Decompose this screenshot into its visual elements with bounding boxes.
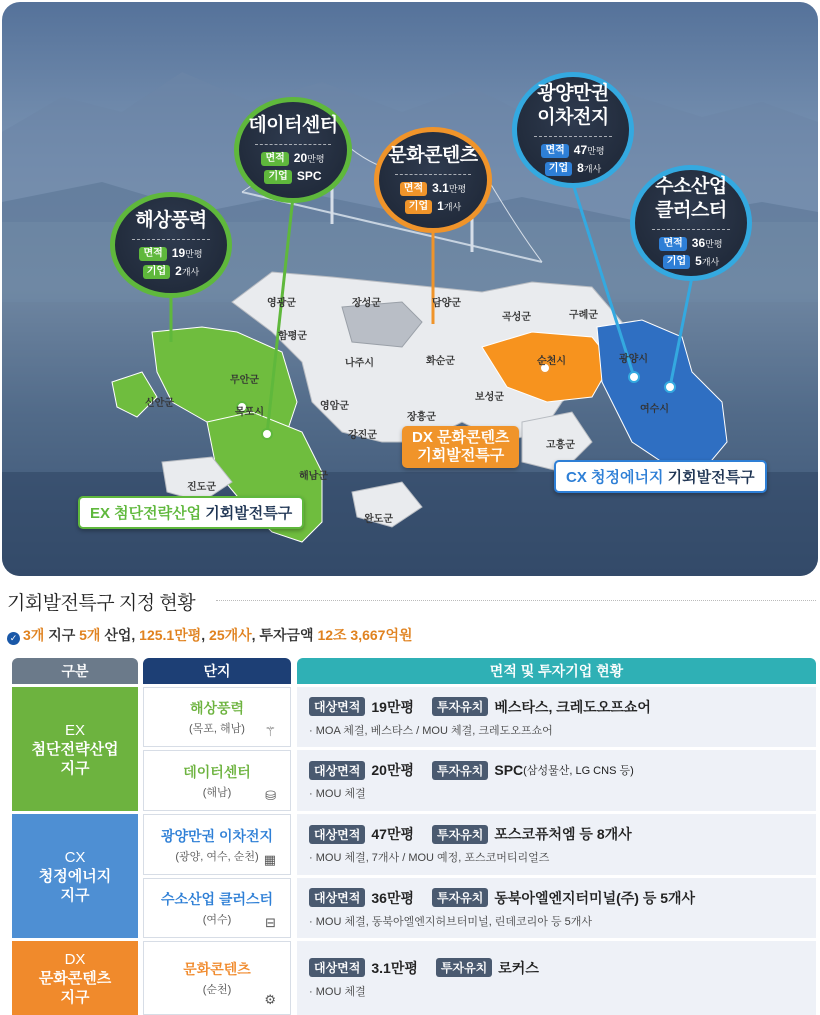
bubble-divider — [255, 144, 331, 145]
zone-cell-ex — [12, 687, 138, 811]
site-marker — [262, 429, 272, 439]
summary-part: 3개 — [23, 627, 45, 643]
region-label: 보성군 — [475, 392, 504, 403]
invest-tag: 투자유치 — [436, 958, 492, 977]
area-tag: 대상면적 — [309, 825, 365, 844]
table-header-status: 면적 및 투자기업 현황 — [297, 658, 816, 684]
area-tag: 대상면적 — [309, 958, 365, 977]
bubble-tag: 면적 — [261, 152, 288, 166]
complex-name: 해상풍력 — [189, 700, 245, 716]
region-label: 곡성군 — [502, 312, 531, 323]
detail-note: · MOA 체결, 베스타스 / MOU 체결, 크레도오프쇼어 — [309, 724, 553, 737]
bubble-row — [261, 150, 324, 168]
table-header-category: 구분 — [12, 658, 138, 684]
area-tag: 대상면적 — [309, 761, 365, 780]
bubble-divider — [132, 239, 210, 240]
wind-turbine-icon: ⚚ — [264, 724, 276, 739]
bubble-title: 수소산업 — [655, 176, 727, 197]
bubble-value: SPC — [296, 169, 322, 183]
bubble-title: 클러스터 — [655, 200, 727, 221]
bubble-secondary-battery — [512, 72, 634, 188]
bubble-divider — [395, 174, 471, 175]
bubble-value: 20만평 — [293, 151, 325, 165]
investor-value: 포스코퓨처엠 등 8개사 — [494, 826, 632, 842]
region-label: 강진군 — [348, 430, 377, 441]
complex-name: 수소산업 클러스터 — [160, 891, 274, 907]
gear-icon: ⚙ — [264, 992, 276, 1007]
banner-ex-zone — [78, 496, 304, 529]
bubble-row — [545, 160, 601, 178]
area-value: 20만평 — [371, 762, 414, 778]
complex-name: 광양만권 이차전지 — [160, 827, 274, 844]
banner-suffix: 기회발전특구 — [417, 447, 505, 464]
detail-note: · MOU 체결 — [309, 788, 366, 800]
banner-prefix: CX 청정에너지 — [566, 469, 664, 486]
bubble-tag: 면적 — [400, 182, 427, 196]
bubble-value: 5개사 — [695, 254, 720, 268]
bubble-tag: 기업 — [264, 170, 291, 184]
bubble-tag: 기업 — [405, 200, 432, 214]
summary-line — [7, 625, 413, 645]
detail-note: · MOU 체결 — [309, 985, 366, 998]
zone-suffix: 지구 — [60, 759, 90, 777]
bubble-row — [264, 168, 321, 186]
banner-prefix: EX 첨단전략산업 — [90, 505, 202, 522]
region-label: 여수시 — [640, 404, 669, 415]
summary-part: 125.1만평 — [139, 627, 202, 643]
region-label: 장흥군 — [407, 412, 436, 423]
bubble-title: 문화콘텐츠 — [388, 145, 478, 166]
bubble-tag: 기업 — [545, 162, 572, 176]
map-panel — [2, 2, 818, 576]
bubble-row — [139, 245, 202, 263]
factory-icon: ▦ — [263, 852, 276, 867]
region-label: 순천시 — [537, 356, 566, 367]
invest-tag: 투자유치 — [432, 761, 488, 780]
bubble-offshore-wind — [110, 192, 232, 298]
summary-part: , — [201, 627, 210, 643]
bubble-value: 47만평 — [573, 143, 605, 157]
summary-part: 5개 — [79, 627, 101, 643]
section-title: 기회발전특구 지정 현황 — [7, 593, 196, 614]
summary-part: 25개사 — [209, 627, 252, 643]
bubble-row — [659, 235, 722, 253]
area-value: 36만평 — [371, 889, 414, 906]
region-label: 진도군 — [187, 482, 216, 493]
detail-note: · MOU 체결, 동북아엘엔지허브터미널, 린데코리아 등 5개사 — [309, 915, 593, 928]
table-header-complex: 단지 — [143, 658, 291, 684]
table-row-complex — [143, 878, 291, 938]
bubble-row — [400, 180, 466, 198]
bubble-value: 19만평 — [171, 246, 203, 260]
site-marker — [665, 382, 675, 392]
table-row-complex — [143, 814, 291, 875]
area-tag: 대상면적 — [309, 888, 365, 907]
bubble-row — [143, 263, 199, 281]
hydrogen-tank-icon: ⊟ — [265, 915, 276, 930]
detail-note: · MOU 체결, 7개사 / MOU 예정, 포스코머티리얼즈 — [309, 852, 550, 864]
investor-value: 동북아엘엔지터미널(주) 등 5개사 — [494, 889, 696, 906]
bubble-value: 36만평 — [691, 236, 723, 250]
invest-tag: 투자유치 — [432, 825, 488, 844]
zone-suffix: 지구 — [60, 886, 90, 904]
bubble-hydrogen-cluster — [630, 165, 752, 281]
region-label: 해남군 — [299, 471, 328, 482]
zone-code: DX — [64, 950, 86, 968]
bubble-title: 해상풍력 — [135, 210, 207, 231]
area-tag: 대상면적 — [309, 697, 365, 716]
region-label: 신안군 — [145, 398, 174, 409]
region-label: 광양시 — [619, 354, 648, 365]
bubble-data-center — [234, 97, 352, 203]
bubble-row — [663, 253, 719, 271]
detail-main — [309, 958, 816, 978]
bubble-value: 2개사 — [175, 264, 200, 278]
table-row-detail — [297, 814, 816, 875]
site-marker — [629, 372, 639, 382]
zone-name: 첨단전략산업 — [31, 740, 119, 758]
complex-location: (광양, 여수, 순천) — [175, 850, 259, 863]
banner-suffix: 기회발전특구 — [205, 505, 293, 522]
region-label: 나주시 — [345, 358, 374, 369]
bubble-value: 8개사 — [577, 161, 602, 175]
region-label: 구례군 — [569, 310, 598, 321]
bubble-title: 광양만권 — [537, 83, 609, 104]
investor-value: SPC — [494, 762, 524, 778]
banner-cx-zone — [554, 460, 767, 493]
banner-suffix: 기회발전특구 — [667, 469, 755, 486]
detail-main — [309, 888, 816, 908]
investor-value: 베스타스, 크레도오프쇼어 — [494, 698, 651, 715]
database-icon: ⛁ — [265, 788, 276, 803]
area-value: 19만평 — [371, 698, 414, 715]
bubble-divider — [652, 229, 730, 230]
table-row-detail — [297, 687, 816, 747]
bubble-culture-content — [374, 127, 492, 233]
detail-main — [309, 697, 816, 717]
table-row-detail — [297, 750, 816, 811]
table-row-complex — [143, 687, 291, 747]
banner-dx-zone — [402, 426, 519, 468]
complex-name: 데이터센터 — [183, 763, 251, 780]
table-row-complex — [143, 750, 291, 811]
zone-cell-dx — [12, 941, 138, 1015]
complex-name: 문화콘텐츠 — [183, 961, 251, 977]
table-row-detail — [297, 941, 816, 1015]
table-row-detail — [297, 878, 816, 938]
complex-location: (목포, 해남) — [189, 723, 245, 735]
summary-part: 산업, — [100, 627, 140, 643]
bubble-tag: 면적 — [541, 144, 568, 158]
zone-code: CX — [64, 848, 86, 866]
check-icon: ✓ — [7, 632, 20, 645]
invest-tag: 투자유치 — [432, 697, 488, 716]
zone-name: 청정에너지 — [38, 867, 112, 885]
complex-location: (순천) — [202, 984, 232, 996]
bubble-title: 데이터센터 — [248, 115, 338, 136]
detail-main — [309, 824, 816, 844]
bubble-value: 1개사 — [437, 199, 462, 213]
region-label: 화순군 — [426, 356, 455, 367]
banner-prefix: DX 문화콘텐츠 — [412, 429, 510, 446]
bubble-tag: 면적 — [139, 247, 166, 261]
summary-part: 12조 3,667억원 — [317, 627, 413, 643]
bubble-tag: 면적 — [659, 237, 686, 251]
zone-code: EX — [64, 721, 85, 739]
area-value: 47만평 — [371, 826, 414, 842]
bubble-row — [405, 198, 461, 216]
section-divider — [216, 600, 816, 601]
summary-part: , 투자금액 — [251, 627, 318, 643]
region-label: 목포시 — [235, 407, 264, 418]
region-label: 완도군 — [364, 514, 393, 525]
area-value: 3.1만평 — [371, 959, 418, 976]
zone-cell-cx — [12, 814, 138, 938]
invest-tag: 투자유치 — [432, 888, 488, 907]
zone-suffix: 지구 — [60, 988, 90, 1006]
region-label: 영암군 — [320, 401, 349, 412]
region-label: 담양군 — [432, 298, 461, 309]
zone-name: 문화콘텐츠 — [38, 969, 112, 987]
region-label: 장성군 — [352, 298, 381, 309]
table-row-complex — [143, 941, 291, 1015]
detail-main — [309, 760, 816, 780]
bubble-title: 이차전지 — [537, 107, 609, 128]
summary-part: 지구 — [44, 627, 80, 643]
investor-value: 로커스 — [498, 959, 539, 976]
region-label: 함평군 — [278, 331, 307, 342]
bubble-value: 3.1만평 — [432, 181, 467, 195]
complex-location: (해남) — [202, 786, 232, 799]
bubble-row — [541, 142, 604, 160]
complex-location: (여수) — [202, 914, 232, 926]
investor-note: (삼성물산, LG CNS 등) — [523, 765, 634, 777]
bubble-tag: 기업 — [663, 255, 690, 269]
region-label: 고흥군 — [546, 440, 575, 451]
region-label: 영광군 — [267, 298, 296, 309]
bubble-divider — [534, 136, 612, 137]
bubble-tag: 기업 — [143, 265, 170, 279]
region-label: 무안군 — [230, 375, 259, 386]
